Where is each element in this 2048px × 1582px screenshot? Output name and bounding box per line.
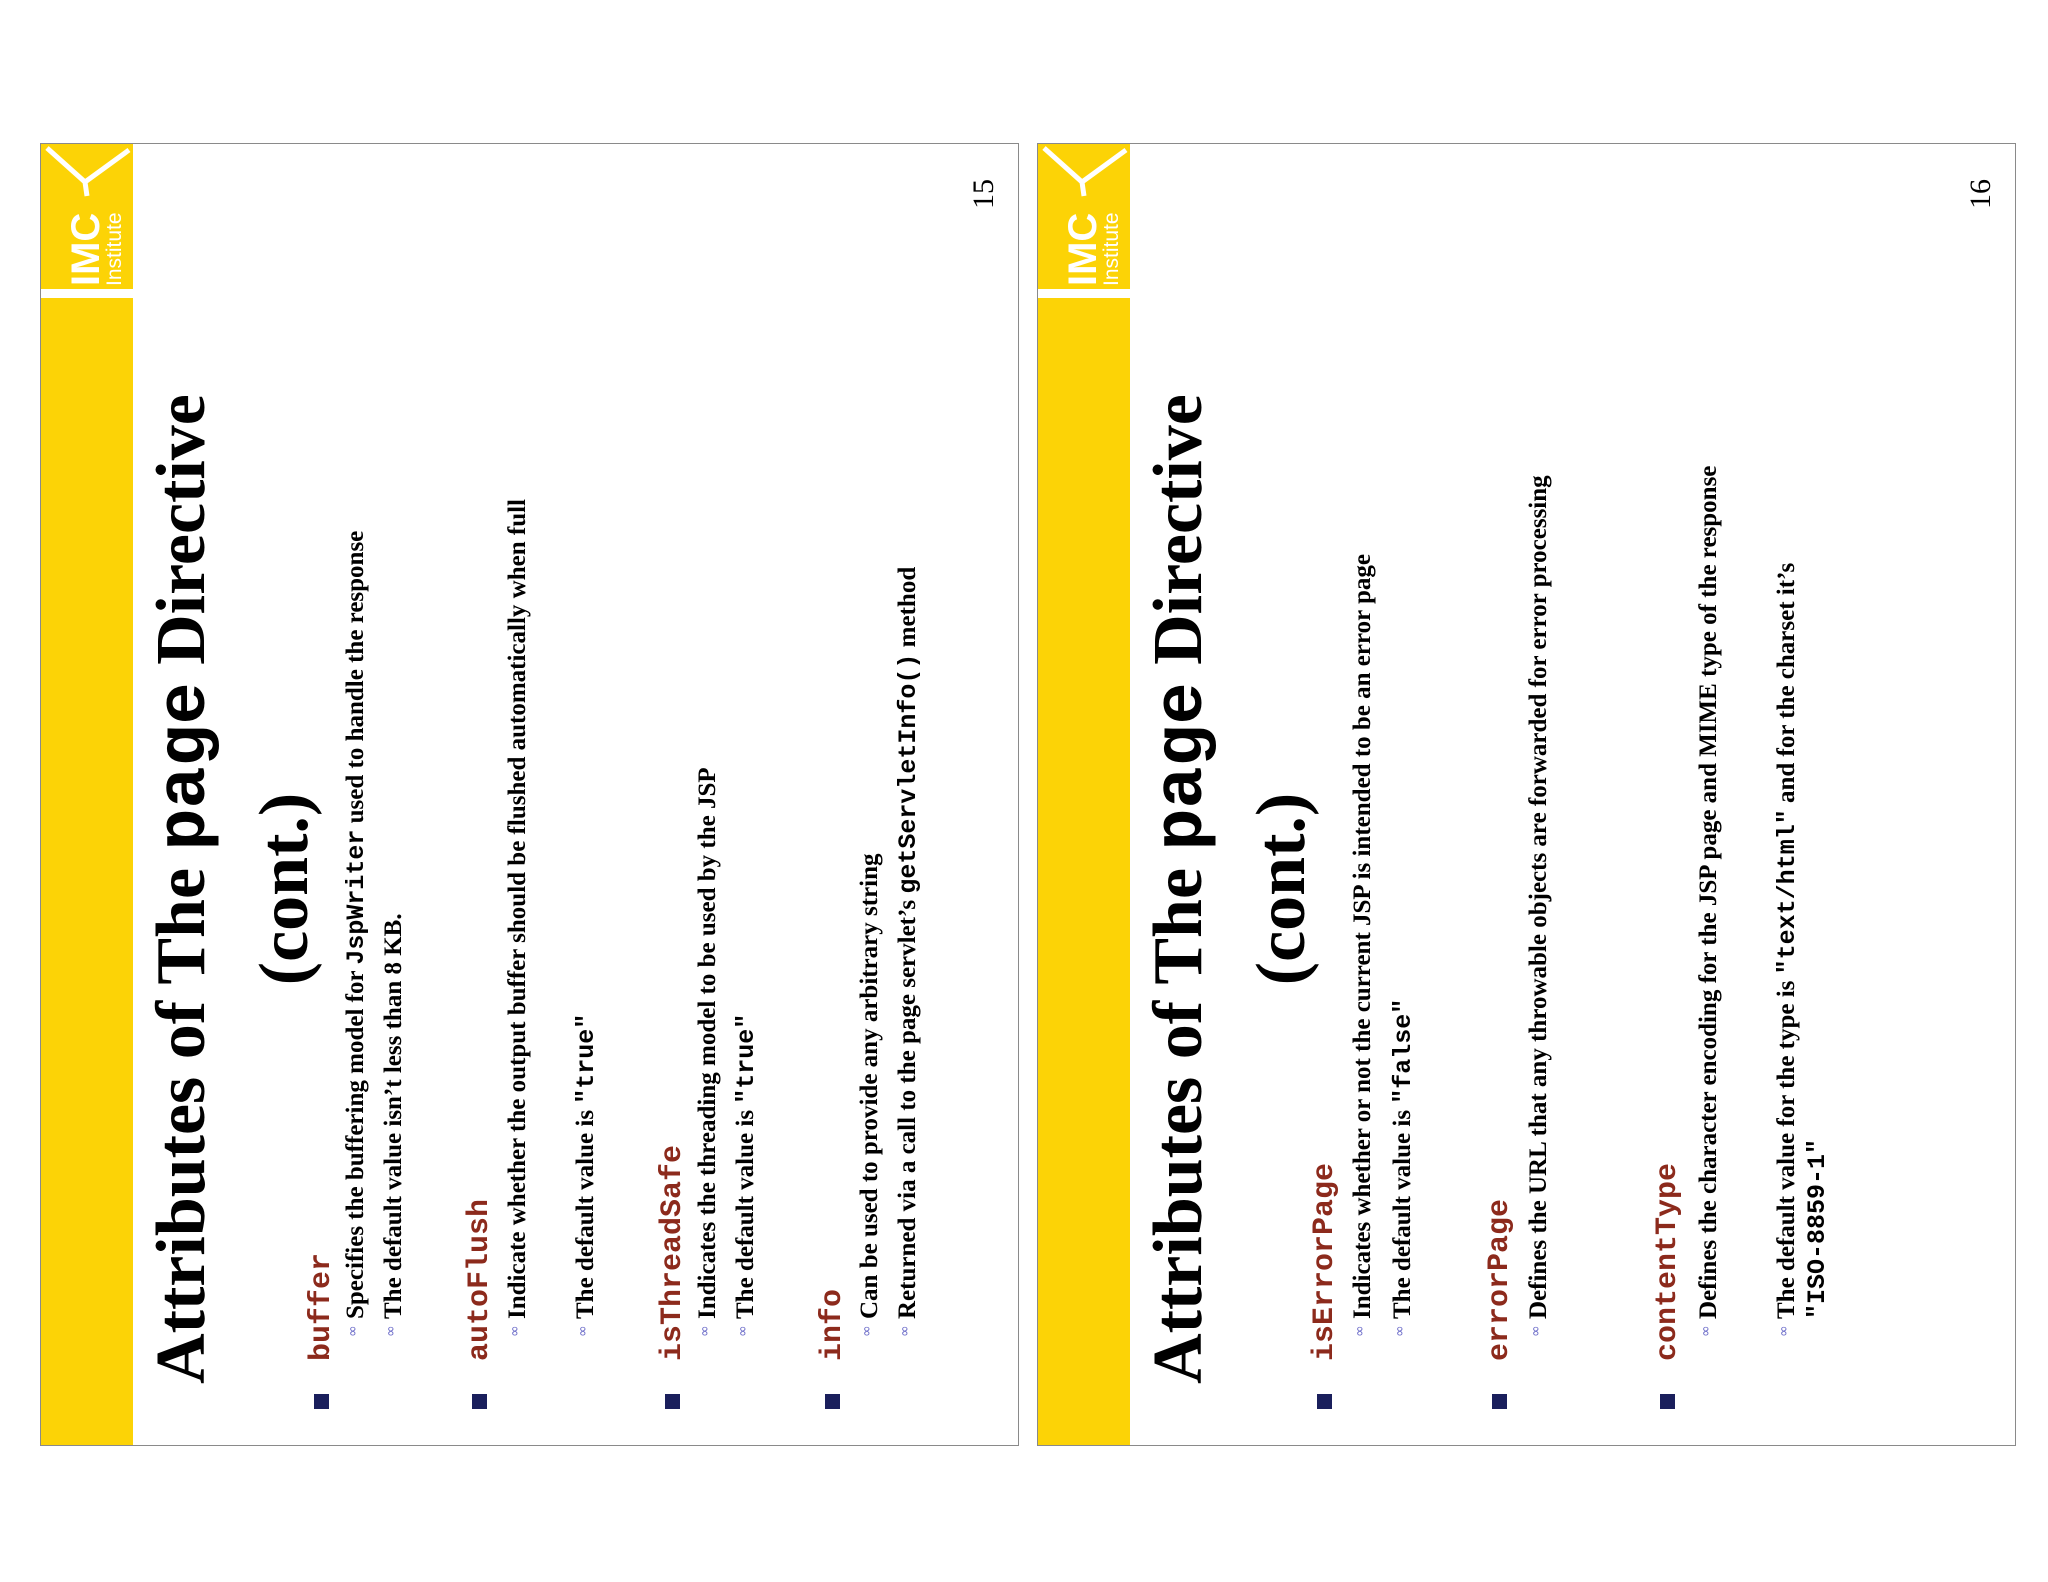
attribute-description: ∞ The default value for the type is "text/html" and for the charset it’s "ISO-8859-1" <box>1772 419 1832 1319</box>
attribute-description: ∞ Indicates the threading model to be used by the JSP <box>693 419 722 1319</box>
slide-15 <box>40 143 1019 1446</box>
square-bullet-icon <box>1660 1394 1675 1409</box>
yellow-band <box>1038 298 1130 1445</box>
infinity-bullet-icon: ∞ <box>1776 1325 1792 1337</box>
infinity-bullet-icon: ∞ <box>1392 1325 1408 1337</box>
attribute-name: contentType <box>1651 1162 1685 1361</box>
yellow-band <box>41 298 133 1445</box>
square-bullet-icon <box>665 1394 680 1409</box>
attribute-description: ∞ Specifies the buffering model for JspWriter used to handle the response <box>341 419 371 1319</box>
attribute-name: buffer <box>305 1252 339 1361</box>
attribute-name: errorPage <box>1483 1198 1517 1361</box>
infinity-bullet-icon: ∞ <box>1528 1325 1544 1337</box>
attribute-description: ∞ The default value isn’t less than 8 KB. <box>379 419 408 1319</box>
square-bullet-icon <box>1317 1394 1332 1409</box>
infinity-bullet-icon: ∞ <box>697 1325 713 1337</box>
infinity-bullet-icon: ∞ <box>859 1325 875 1337</box>
slide-title: Attributes of The page Directive (cont.) <box>1140 394 1320 1384</box>
infinity-bullet-icon: ∞ <box>897 1325 913 1337</box>
infinity-bullet-icon: ∞ <box>1352 1325 1368 1337</box>
infinity-bullet-icon: ∞ <box>575 1325 591 1337</box>
attribute-description: ∞ Defines the character encoding for the JSP page and MIME type of the response <box>1694 419 1723 1319</box>
attribute-name: isErrorPage <box>1308 1162 1342 1361</box>
attribute-description: ∞ The default value is "true" <box>571 419 601 1319</box>
attribute-description: ∞ The default value is "true" <box>731 419 761 1319</box>
attribute-description: ∞ The default value is "false" <box>1388 419 1418 1319</box>
slide-title: Attributes of The page Directive (cont.) <box>143 394 323 1384</box>
attribute-description: ∞ Indicates whether or not the current JSP is intended to be an error page <box>1348 419 1377 1319</box>
infinity-bullet-icon: ∞ <box>1698 1325 1714 1337</box>
page-number: 15 <box>967 179 1000 209</box>
infinity-bullet-icon: ∞ <box>507 1325 523 1337</box>
svg-text:IMC: IMC <box>1061 212 1105 286</box>
infinity-bullet-icon: ∞ <box>383 1325 399 1337</box>
square-bullet-icon <box>314 1394 329 1409</box>
page-number: 16 <box>1964 179 1997 209</box>
svg-text:IMC: IMC <box>64 212 108 286</box>
attribute-description: ∞ Can be used to provide any arbitrary string <box>855 419 884 1319</box>
svg-text:Institute: Institute <box>103 212 126 286</box>
svg-text:Institute: Institute <box>1100 212 1123 286</box>
attribute-name: autoFlush <box>463 1198 497 1361</box>
attribute-description: ∞ Defines the URL that any throwable objects are forwarded for error processing <box>1524 419 1553 1319</box>
square-bullet-icon <box>472 1394 487 1409</box>
infinity-bullet-icon: ∞ <box>735 1325 751 1337</box>
infinity-bullet-icon: ∞ <box>345 1325 361 1337</box>
imc-institute-logo <box>41 144 133 289</box>
attribute-description: ∞ Indicate whether the output buffer should be flushed automatically when full <box>503 419 532 1319</box>
imc-institute-logo <box>1038 144 1130 289</box>
attribute-name: info <box>816 1288 850 1361</box>
attribute-description: ∞ Returned via a call to the page servlet’s getServletInfo() method <box>893 419 923 1319</box>
square-bullet-icon <box>825 1394 840 1409</box>
slide-16 <box>1037 143 2016 1446</box>
attribute-name: isThreadSafe <box>656 1144 690 1361</box>
square-bullet-icon <box>1492 1394 1507 1409</box>
